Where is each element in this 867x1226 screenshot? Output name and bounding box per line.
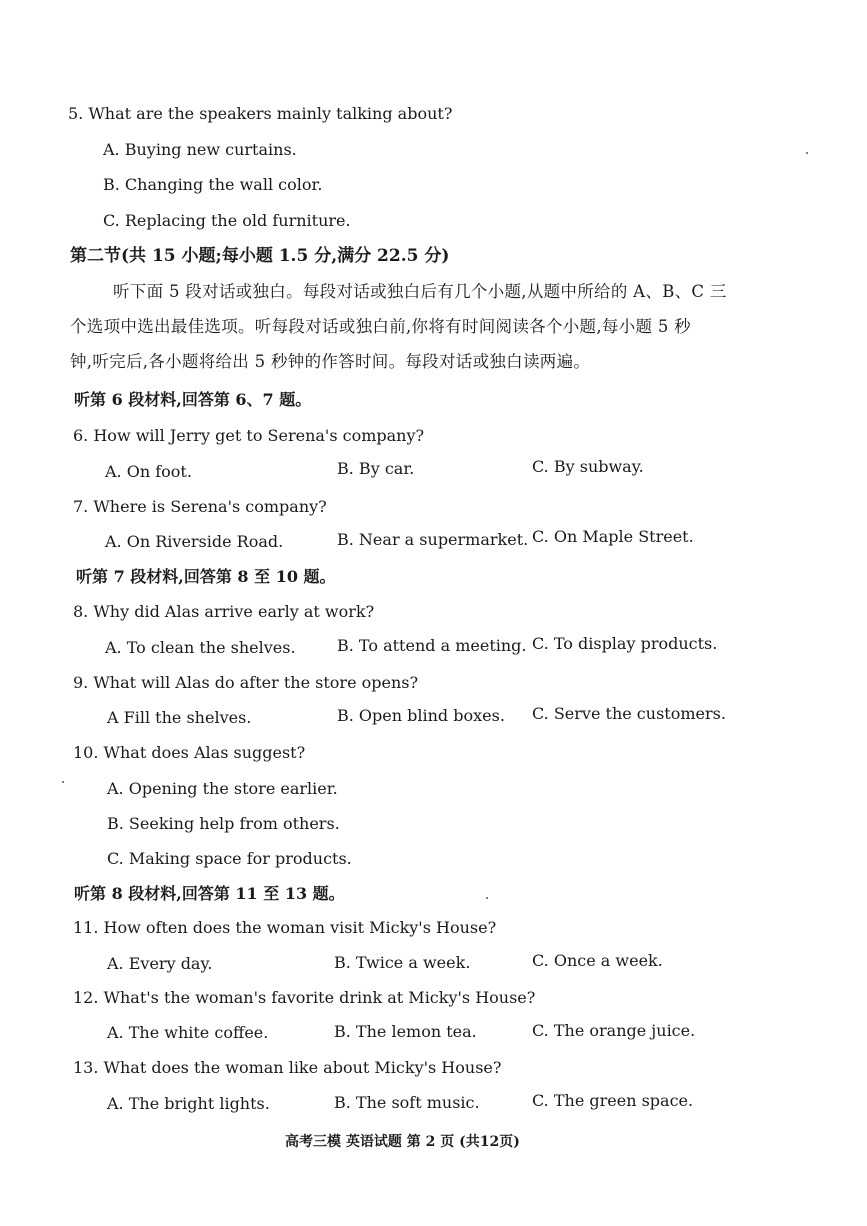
question-5-option-c: C. Replacing the old furniture. (103, 211, 351, 230)
question-11-stem: 11. How often does the woman visit Micky's House? (73, 918, 497, 937)
question-12-option-a: A. The white coffee. (107, 1023, 269, 1042)
question-5-stem: 5. What are the speakers mainly talking about? (68, 104, 453, 123)
question-11-option-b: B. Twice a week. (334, 953, 471, 972)
question-12-option-b: B. The lemon tea. (334, 1022, 477, 1041)
section-2-instruction-line-3: 钟,听完后,各小题将给出 5 秒钟的作答时间。每段对话或独白读两遍。 (70, 352, 591, 371)
question-6-option-c: C. By subway. (532, 457, 644, 476)
section-2-instruction-line-2: 个选项中选出最佳选项。听每段对话或独白前,你将有时间阅读各个小题,每小题 5 秒 (70, 317, 691, 336)
question-6-option-a: A. On foot. (105, 462, 192, 481)
question-13-option-a: A. The bright lights. (107, 1094, 270, 1113)
question-10-stem: 10. What does Alas suggest? (73, 743, 306, 762)
question-10-option-c: C. Making space for products. (107, 849, 352, 868)
question-7-stem: 7. Where is Serena's company? (73, 497, 327, 516)
page-footer: 高考三模 英语试题 第 2 页 (共12页) (285, 1134, 520, 1150)
scan-speck (62, 781, 64, 783)
question-13-stem: 13. What does the woman like about Micky's House? (73, 1058, 502, 1077)
listen-material-8: 听第 8 段材料,回答第 11 至 13 题。 (74, 884, 345, 903)
question-6-option-b: B. By car. (337, 459, 415, 478)
question-8-stem: 8. Why did Alas arrive early at work? (73, 602, 375, 621)
question-8-option-b: B. To attend a meeting. (337, 636, 527, 655)
question-10-option-a: A. Opening the store earlier. (107, 779, 338, 798)
scan-speck (806, 152, 808, 154)
question-12-option-c: C. The orange juice. (532, 1021, 696, 1040)
listen-material-6: 听第 6 段材料,回答第 6、7 题。 (74, 390, 312, 409)
question-8-option-a: A. To clean the shelves. (105, 638, 296, 657)
question-9-option-c: C. Serve the customers. (532, 704, 726, 723)
question-8-option-c: C. To display products. (532, 634, 718, 653)
section-2-instruction-line-1: 听下面 5 段对话或独白。每段对话或独白后有几个小题,从题中所给的 A、B、C 三 (113, 282, 727, 301)
listen-material-7: 听第 7 段材料,回答第 8 至 10 题。 (76, 567, 336, 586)
question-12-stem: 12. What's the woman's favorite drink at Micky's House? (73, 988, 536, 1007)
question-11-option-a: A. Every day. (107, 954, 213, 973)
scan-speck (486, 897, 488, 899)
question-5-option-a: A. Buying new curtains. (103, 140, 297, 159)
question-7-option-b: B. Near a supermarket. (337, 530, 529, 549)
question-9-option-a: A Fill the shelves. (107, 708, 252, 727)
question-7-option-a: A. On Riverside Road. (105, 532, 284, 551)
question-7-option-c: C. On Maple Street. (532, 527, 694, 546)
question-6-stem: 6. How will Jerry get to Serena's company? (73, 426, 425, 445)
question-9-stem: 9. What will Alas do after the store opens? (73, 673, 419, 692)
question-10-option-b: B. Seeking help from others. (107, 814, 340, 833)
question-9-option-b: B. Open blind boxes. (337, 706, 505, 725)
question-13-option-c: C. The green space. (532, 1091, 694, 1110)
question-11-option-c: C. Once a week. (532, 951, 663, 970)
section-2-title: 第二节(共 15 小题;每小题 1.5 分,满分 22.5 分) (70, 246, 450, 266)
question-5-option-b: B. Changing the wall color. (103, 175, 323, 194)
question-13-option-b: B. The soft music. (334, 1093, 480, 1112)
